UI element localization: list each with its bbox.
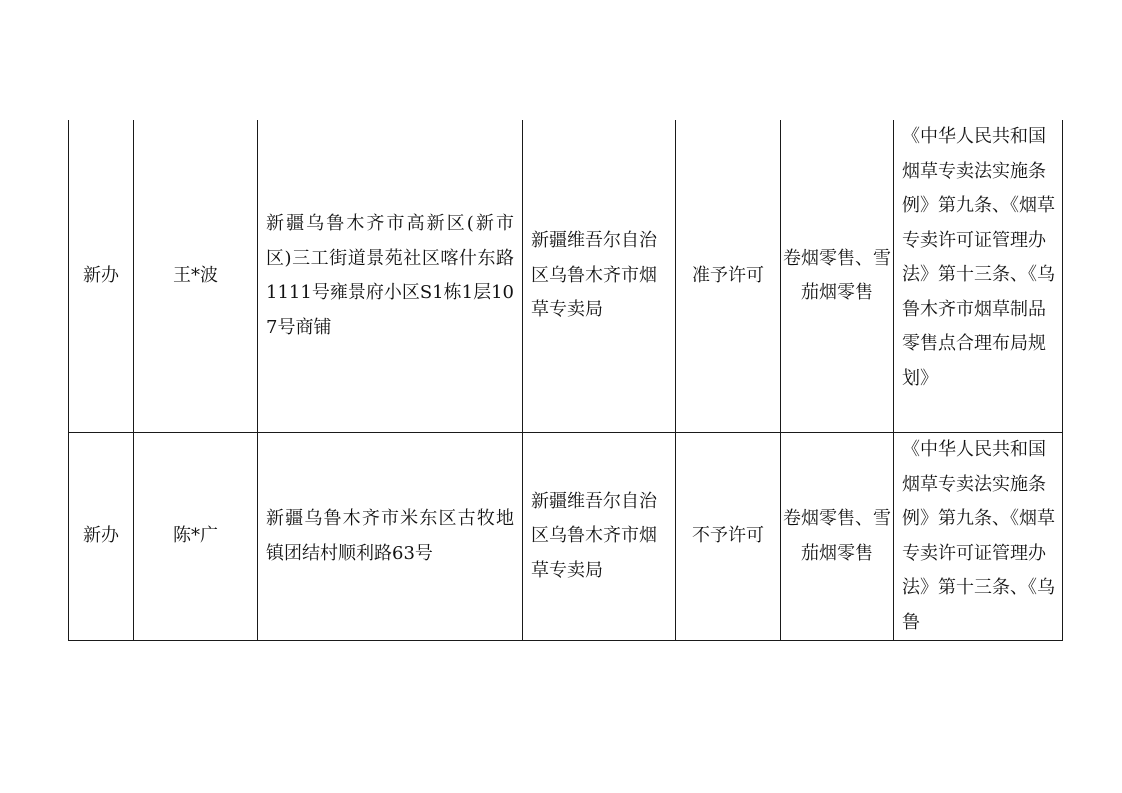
decision-result-cell: [676, 120, 781, 433]
application-type-cell: [69, 120, 134, 433]
applicant-name: 王*波: [173, 264, 218, 286]
legal-basis-cell: [894, 433, 1063, 641]
business-address: 新疆乌鲁木齐市高新区(新市区)三工街道景苑社区喀什东路1111号雍景府小区S1栋1层107号商铺: [266, 213, 514, 338]
issuing-authority-cell: [523, 433, 676, 641]
business-address: 新疆乌鲁木齐市米东区古牧地镇团结村顺利路63号: [266, 508, 514, 564]
decision-result: 不予许可: [692, 525, 764, 547]
table-row: [69, 433, 1063, 641]
application-type: 新办: [83, 264, 119, 286]
legal-basis: 《中华人民共和国烟草专卖法实施条例》第九条、《烟草专卖许可证管理办法》第十三条、《乌鲁: [902, 439, 1055, 633]
business-address-cell: [258, 433, 523, 641]
business-scope-cell: [781, 120, 894, 433]
applicant-name-cell: [134, 120, 258, 433]
application-type: 新办: [83, 525, 119, 547]
decision-result-cell: [676, 433, 781, 641]
business-scope: 卷烟零售、雪茄烟零售: [783, 508, 891, 564]
issuing-authority: 新疆维吾尔自治区乌鲁木齐市烟草专卖局: [531, 230, 657, 321]
applicant-name: 陈*广: [173, 525, 218, 547]
permit-table: [68, 120, 1063, 641]
issuing-authority: 新疆维吾尔自治区乌鲁木齐市烟草专卖局: [531, 490, 657, 581]
legal-basis-cell: [894, 120, 1063, 433]
business-address-cell: [258, 120, 523, 433]
table-row: [69, 120, 1063, 433]
issuing-authority-cell: [523, 120, 676, 433]
decision-result: 准予许可: [692, 264, 764, 286]
legal-basis: 《中华人民共和国烟草专卖法实施条例》第九条、《烟草专卖许可证管理办法》第十三条、《乌鲁木齐市烟草制品零售点合理布局规划》: [902, 126, 1055, 389]
business-scope-cell: [781, 433, 894, 641]
business-scope: 卷烟零售、雪茄烟零售: [783, 247, 891, 303]
applicant-name-cell: [134, 433, 258, 641]
application-type-cell: [69, 433, 134, 641]
